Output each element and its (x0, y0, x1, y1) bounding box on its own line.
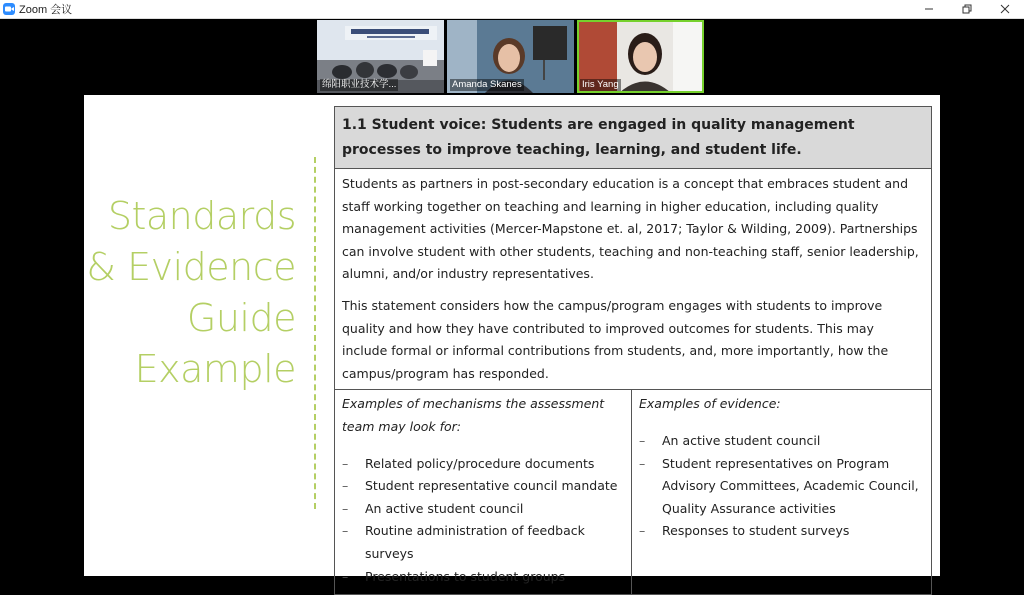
restore-icon (962, 4, 972, 14)
evidence-column (632, 390, 931, 594)
zoom-app-icon (3, 3, 15, 15)
list-item: – Student representatives on Program Advisory Committees, Academic Council, Quality Assurance activities (639, 453, 923, 521)
list-item: – An active student council (639, 430, 923, 453)
minimize-button[interactable] (910, 0, 948, 18)
close-icon (1000, 4, 1010, 14)
slide-title (86, 191, 296, 395)
participant-name: 绵阳职业技术学... (322, 79, 397, 90)
mechanisms-list (342, 453, 623, 589)
active-speaker-video-tile[interactable] (577, 20, 704, 93)
slide-title-line: & Evidence (86, 245, 296, 289)
list-item: – An active student council (342, 498, 623, 521)
description-paragraph: Students as partners in post-secondary education is a concept that embraces student and staff working together on teaching and learning in higher education, including quality management activities (Mercer-Mapstone et. al, 2017; Taylor & Wilding, 2009). Partnerships can involve student with other students, teaching and non-teaching staff, senior leadership, alumni, and/or industry representatives. (342, 176, 919, 282)
participant-video-tile[interactable] (317, 20, 444, 93)
participant-name: Iris Yang (582, 79, 619, 90)
list-item: – Routine administration of feedback surveys (342, 520, 623, 565)
slide-title-line: Standards (107, 194, 296, 238)
standard-heading: 1.1 Student voice: Students are engaged in quality management processes to improve teaching, learning, and student life. (335, 107, 931, 169)
dashed-divider (314, 157, 316, 509)
close-button[interactable] (986, 0, 1024, 18)
evidence-heading: Examples of evidence: (639, 396, 781, 412)
examples-columns (335, 390, 931, 594)
list-item: – Related policy/procedure documents (342, 453, 623, 476)
participant-name: Amanda Skanes (452, 79, 522, 90)
slide-title-line: Guide (186, 296, 296, 340)
evidence-list (639, 430, 923, 543)
minimize-icon (924, 4, 934, 14)
list-item: – Responses to student surveys (639, 520, 923, 543)
description-paragraph: This statement considers how the campus/program engages with students to improve quality and how they have contributed to improved outcomes for students. This may include formal or informal contributions from students, and, more importantly, how the campus/program has responded. (342, 297, 889, 381)
standard-table (334, 106, 932, 595)
window-titlebar (0, 0, 1024, 19)
window-title: Zoom 会议 (19, 4, 73, 16)
standard-description (335, 169, 931, 390)
mechanisms-column (335, 390, 632, 594)
list-item: – Presentations to student groups (342, 566, 623, 589)
participant-video-tile[interactable] (447, 20, 574, 93)
shared-slide (84, 95, 940, 584)
list-item: – Student representative council mandate (342, 475, 623, 498)
restore-button[interactable] (948, 0, 986, 18)
participant-video-strip (317, 20, 704, 93)
mechanisms-heading: Examples of mechanisms the assessment team may look for: (342, 396, 605, 434)
slide-title-line: Example (134, 347, 296, 391)
